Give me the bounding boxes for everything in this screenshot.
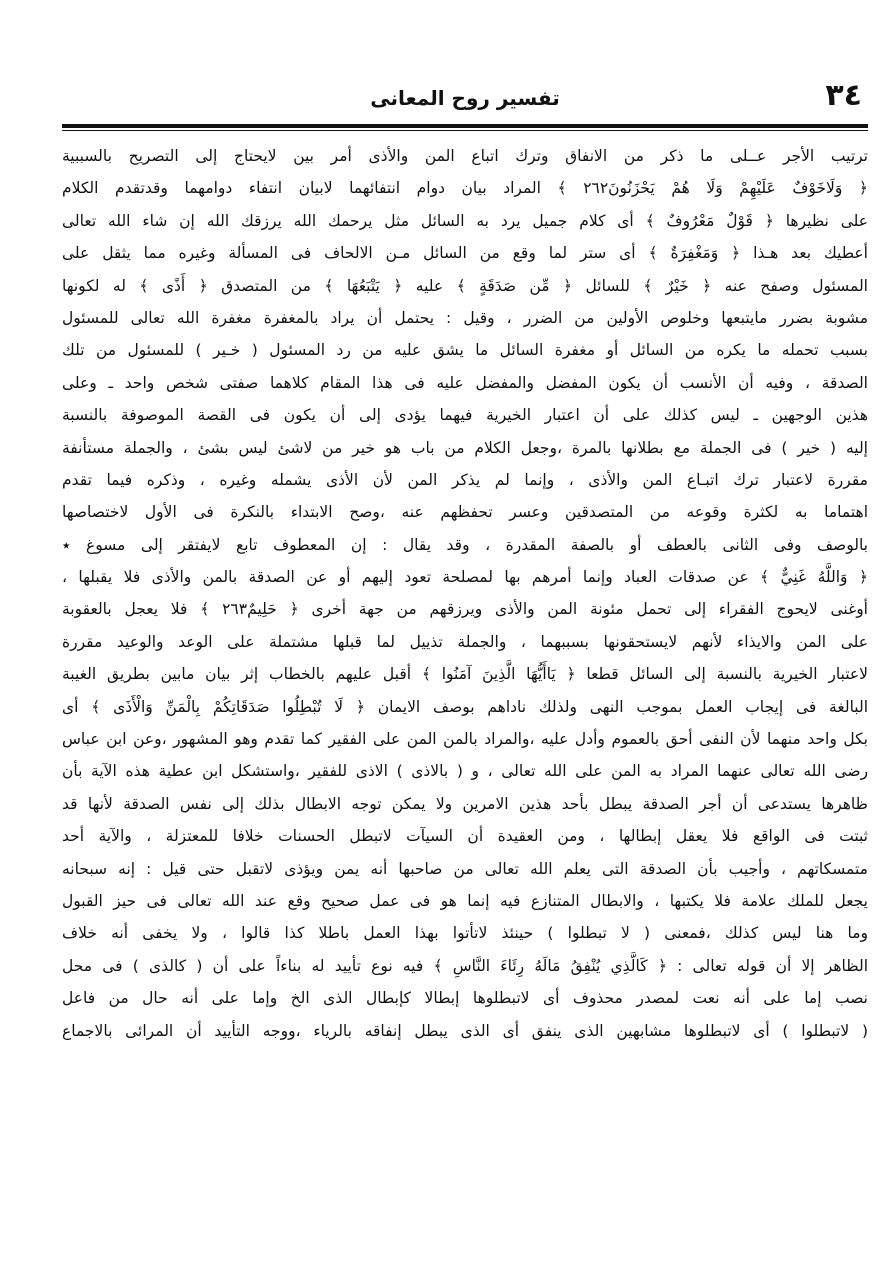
header-rule-thin <box>62 130 868 131</box>
text-line: رضى الله تعالى عنهما المراد به المن على الله تعالى ، و ( بالاذى ) الاذى للفقير ،واستشكل ابن عطية هذه الآية بأن <box>62 762 868 781</box>
text-line: لاعتبار الخيرية بالنسبة إلى السائل قطعا ﴿ يَاأَيُّهَا الَّذِينَ آمَنُوا ﴾ أقبل عليهم بالخطاب إثر بيان مابين بطريق الغيبة <box>62 665 868 684</box>
text-line: اهتماما به لكثرة وقوعه من المتصدقين وعسر تحفظهم عنه ،وصح الابتداء بالنكرة فى الأول لاختصاصها <box>62 503 868 522</box>
text-line: على المن والايذاء لأنهم لايستحقونها بسببهما ، والجملة تذييل لما قبلها مشتملة على الوعد والوعيد مقررة <box>62 632 868 651</box>
text-line: ثبتت فى الواقع فلا يعقل إبطالها ، ومن العقيدة أن السيآت لاتبطل الحسنات خلافا للمعتزلة ، والآية أحد <box>62 827 868 846</box>
text-line: الظاهر إلا أن قوله تعالى : ﴿ كَالَّذِي يُنْفِقُ مَالَهُ رِئَاءَ النَّاسِ ﴾ فيه نوع تأييد له بناءاً على أن ( كالذى ) فى محل <box>62 956 868 975</box>
text-line: الصدقة ، وفيه أن الأنسب أن يكون المفضل والمفضل عليه فى هذا المقام كلاهما صفتى شخص واحد ـ وعلى <box>62 373 868 392</box>
text-line: بالوصف وفى الثانى بالعطف أو بالصفة المقدرة ، وقد يقال : إن المعطوف تابع لايفتقر إلى مسوغ ٭ <box>62 535 868 554</box>
text-line: هذين الوجهين ـ ليس كذلك على أن اعتبار الخيرية فيهما يؤدى إلى أن يكون فى القصة الموصوفة بالنسبة <box>62 406 868 425</box>
text-line: البالغة فى إيجاب العمل بموجب النهى ولذلك ناداهم بوصف الايمان ﴿ لَا تُبْطِلُوا صَدَقَاتِكُمْ بِالْمَنِّ وَالْأَذَى ﴾ أى <box>62 697 868 716</box>
text-line: على نظيرها ﴿ قَوْلٌ مَعْرُوفٌ ﴾ أى كلام جميل يرد به السائل مثل يرحمك الله يرزقك الله إن شاء الله تعالى <box>62 211 868 230</box>
text-line: ظاهرها يستدعى أن أجر الصدقة يبطل بأحد هذين الامرين ولا يمكن توجه الابطال بذلك إلى نفس الصدقة لأنها قد <box>62 794 868 813</box>
text-line: متمسكاتهم ، وأجيب بأن الصدقة التى يعلم الله تعالى من صاحبها أنه يمن ويؤذى لاتقبل حتى قيل : إنه سبحانه <box>62 859 868 878</box>
text-line: إليه ( خير ) فى الجملة مع بطلانها بالمرة ،وجعل الكلام من باب هو خير من لاشئ ليس بشئ ، والجملة مستأنفة <box>62 438 868 457</box>
page-body <box>62 140 868 1047</box>
running-title: تفسير روح المعانى <box>370 86 560 110</box>
text-line: ( لاتبطلوا ) أى لاتبطلوها مشابهين الذى ينفق أى الذى يبطل إنفاقه بالرياء ،ووجه التأييد أن المرائى بالاجماع <box>62 1021 868 1040</box>
text-line: يجعل للملك علامة فلا يكتبها ، والابطال المتنازع فيه إنما هو فى عمل صحيح وقع عند الله تعالى فى حيز القبول <box>62 891 868 910</box>
text-line: ﴿ وَلَاخَوْفٌ عَلَيْهِمْ وَلَا هُمْ يَحْزَنُونَ٢٦٢ ﴾ المراد بيان دوام انتفائهما لابيان انتفاء دوامهما وقدتقدم الكلام <box>62 179 868 198</box>
text-line: ﴿ وَاللَّهُ غَنِيٌّ ﴾ عن صدقات العباد وإنما أمرهم بها لمصلحة تعود إليهم أو عن الصدقة بالمن والأذى فلا يقبلها ، <box>62 568 868 587</box>
text-line: نصب إما على أنه نعت لمصدر محذوف أى لاتبطلوها إبطالا كإبطال الذى الخ وإما على أنه حال من فاعل <box>62 989 868 1008</box>
text-line: وما هنا ليس كذلك ،فمعنى ( لا تبطلوا ) حينئذ لاتأتوا بهذا العمل باطلا كذا قالوا ، ولا يخفى أنه خلاف <box>62 924 868 943</box>
text-line: المسئول وصفح عنه ﴿ خَيْرٌ ﴾ للسائل ﴿ مِّن صَدَقَةٍ ﴾ عليه ﴿ يَتْبَعُهَا ﴾ من المتصدق ﴿ أَذًى ﴾ له لكونها <box>62 276 868 295</box>
text-line: مشوبة بضرر مايتبعها وخلوص الأولين من الضرر ، وقيل : يحتمل أن يراد بالمغفرة مغفرة الله تعالى للمسئول <box>62 308 868 327</box>
text-line: بسبب تحمله ما يكره من السائل أو مغفرة السائل ما يشق عليه من رد المسئول ( خـير ) للمسئول من تلك <box>62 341 868 360</box>
header-rule <box>62 124 868 128</box>
page-header <box>62 78 868 118</box>
text-line: أوغنى لايحوج الفقراء إلى تحمل مئونة المن والأذى ويرزقهم من جهة أخرى ﴿ حَلِيمٌ٢٦٣ ﴾ فلا يعجل بالعقوبة <box>62 600 868 619</box>
page-number: ٣٤ <box>825 78 862 113</box>
text-line: مقررة لاعتبار ترك اتبـاع المن والأذى ، وإنما لم يذكر المن لأن الأذى يشمله وغيره ، وذكره فيما تقدم <box>62 470 868 489</box>
text-line: بكل واحد منهما لأن النفى أحق بالعموم وأدل عليه ،والمراد بالمن المن على الفقير كما تقدم وهو المشهور ،وعن ابن عباس <box>62 730 868 749</box>
text-line: ترتيب الأجر عــلى ما ذكر من الانفاق وترك اتباع المن والأذى أمر بين لايحتاج إلى التصريح بالسببية <box>62 147 868 165</box>
text-line: أعطيك بعد هـذا ﴿ وَمَغْفِرَةٌ ﴾ أى ستر لما وقع من السائل مـن الالحاف فى المسألة وغيره مما يثقل على <box>62 244 868 263</box>
